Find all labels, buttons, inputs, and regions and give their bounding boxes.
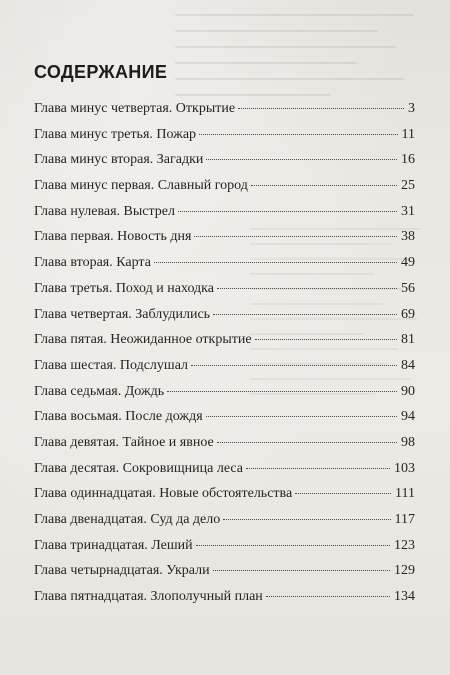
chapter-title: Глава минус третья. Пожар [34,126,197,142]
chapter-title: Глава одиннадцатая. Новые обстоятельства [34,486,293,502]
toc-entry[interactable] [34,204,415,230]
toc-entry[interactable] [34,512,415,538]
toc-entry[interactable] [34,255,415,281]
toc-entry[interactable] [34,281,415,307]
toc-entry[interactable] [34,435,415,461]
page-number: 84 [401,357,415,373]
table-of-contents [34,101,415,615]
page-number: 134 [394,589,415,605]
chapter-title: Глава пятая. Неожиданное открытие [34,332,252,348]
page-number: 3 [408,101,415,116]
chapter-title: Глава восьмая. После дождя [34,409,203,425]
toc-entry[interactable] [34,563,415,589]
toc-entry[interactable] [34,461,415,487]
toc-entry[interactable] [34,229,415,255]
toc-entry[interactable] [34,589,415,615]
chapter-title: Глава минус первая. Славный город [34,178,248,194]
page-number: 103 [394,460,415,476]
dot-leader [199,134,397,135]
dot-leader [191,365,397,366]
page-number: 98 [401,434,415,450]
dot-leader [223,519,390,520]
chapter-title: Глава шестая. Подслушал [34,357,189,373]
chapter-title: Глава минус вторая. Загадки [34,152,204,168]
page-number: 81 [401,332,415,348]
toc-heading: СОДЕРЖАНИЕ [34,62,168,82]
chapter-title: Глава минус четвертая. Открытие [34,101,236,116]
toc-entry[interactable] [34,127,415,153]
page-number: 94 [401,409,415,425]
toc-entry[interactable] [34,307,415,333]
page-number: 69 [401,306,415,322]
dot-leader [217,288,397,289]
page-number: 123 [394,537,415,553]
dot-leader [295,493,391,494]
dot-leader [206,159,397,160]
chapter-title: Глава четвертая. Заблудились [34,306,211,322]
chapter-title: Глава нулевая. Выстрел [34,203,175,219]
toc-entry[interactable] [34,486,415,512]
dot-leader [194,236,397,237]
dot-leader [154,262,397,263]
page-number: 31 [401,203,415,219]
page-number: 11 [401,126,415,142]
chapter-title: Глава четырнадцатая. Украли [34,563,210,579]
dot-leader [206,416,397,417]
dot-leader [251,185,397,186]
dot-leader [167,391,397,392]
page-number: 56 [401,280,415,296]
dot-leader [196,545,390,546]
page-number: 111 [395,486,415,502]
dot-leader [246,468,390,469]
dot-leader [213,570,390,571]
toc-entry[interactable] [34,101,415,127]
toc-entry[interactable] [34,358,415,384]
toc-entry[interactable] [34,178,415,204]
page-number: 129 [394,563,415,579]
toc-entry[interactable] [34,152,415,178]
chapter-title: Глава девятая. Тайное и явное [34,434,214,450]
page-number: 16 [401,152,415,168]
page-number: 117 [394,512,415,527]
chapter-title: Глава тринадцатая. Леший [34,537,193,553]
page-number: 38 [401,229,415,245]
dot-leader [266,596,390,597]
dot-leader [213,314,397,315]
dot-leader [238,108,404,109]
chapter-title: Глава двенадцатая. Суд да дело [34,512,221,527]
chapter-title: Глава вторая. Карта [34,255,151,271]
toc-entry[interactable] [34,409,415,435]
chapter-title: Глава десятая. Сокровищница леса [34,460,244,476]
dot-leader [178,211,397,212]
chapter-title: Глава третья. Поход и находка [34,280,214,296]
chapter-title: Глава пятнадцатая. Злополучный план [34,589,263,605]
page-number: 90 [401,383,415,399]
page-number: 25 [401,178,415,194]
toc-entry[interactable] [34,538,415,564]
dot-leader [255,339,397,340]
toc-entry[interactable] [34,332,415,358]
toc-entry[interactable] [34,384,415,410]
chapter-title: Глава первая. Новость дня [34,229,192,245]
show-through-text [175,0,435,100]
dot-leader [217,442,397,443]
page-number: 49 [401,255,415,271]
chapter-title: Глава седьмая. Дождь [34,383,165,399]
